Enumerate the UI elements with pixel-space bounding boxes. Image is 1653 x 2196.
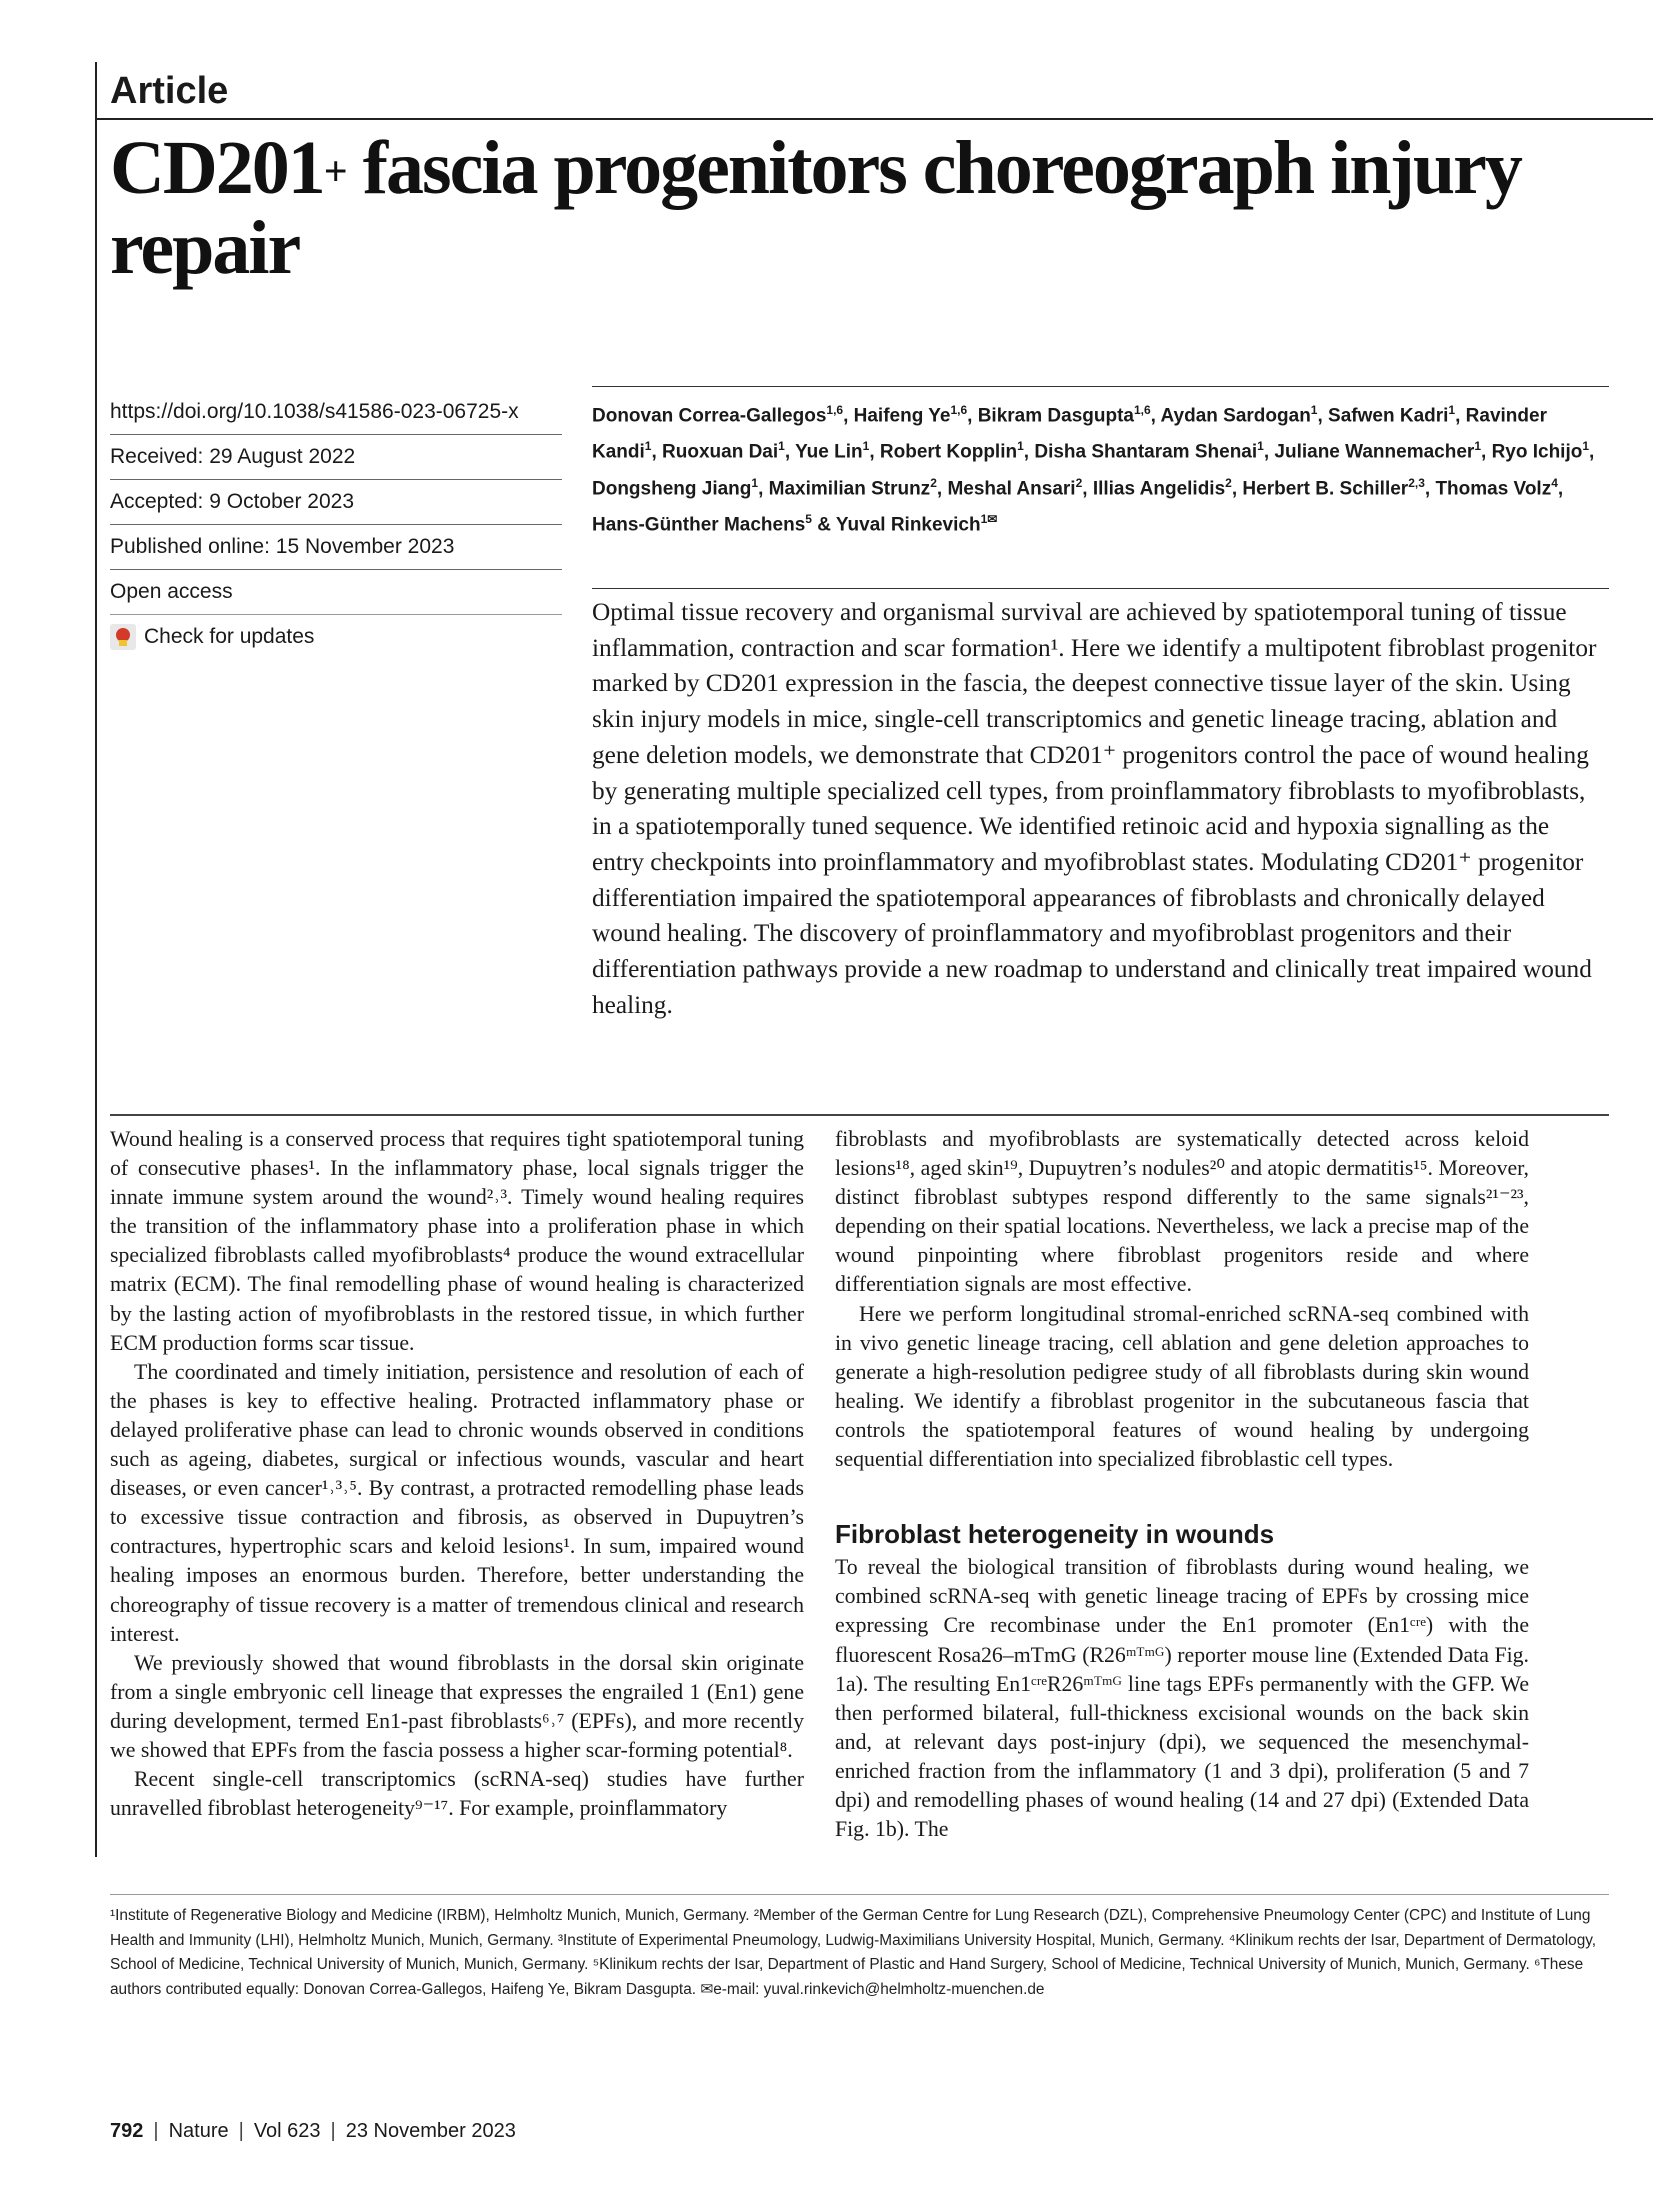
body-paragraph: The coordinated and timely initiation, persistence and resolution of each of the phases is key to effective healing. Protracted inflammatory phase or delayed proliferative phase can lead to chronic wounds observed in conditions such as ageing, diabetes, surgical or infectious wounds, vascular and heart diseases, or even cancer¹˒³˒⁵. By contrast, a protracted remodelling phase leads to excessive tissue contraction and fibrosis, as observed in Dupuytren’s contractures, hypertrophic scars and keloid lesions¹. In sum, impaired wound healing imposes an enormous burden. Therefore, better understanding the choreography of tissue recovery is a matter of tremendous clinical and research interest. [110, 1359, 804, 1646]
author-name: Haifeng Ye [853, 405, 951, 427]
author-list-section [592, 386, 1609, 540]
author-name: Robert Kopplin [879, 441, 1018, 463]
author-affiliation-mark: 2 [1075, 475, 1083, 490]
author-name: Safwen Kadri [1328, 405, 1449, 427]
author-affiliation-mark: 4 [1551, 475, 1558, 490]
author-name: Herbert B. Schiller [1242, 477, 1409, 499]
article-metadata [110, 390, 562, 659]
body-paragraph: Wound healing is a conserved process that requires tight spatiotemporal tuning of consecutive phases¹. In the inflammatory phase, local signals trigger the innate immune system around the wound²˒³. Timely wound healing requires the transition of the inflammatory phase into a proliferation phase in which specialized fibroblasts called myofibroblasts⁴ produce the wound extracellular matrix (ECM). The final remodelling phase of wound healing is characterized by the lasting action of myofibroblasts in the restored tissue, in which further ECM production forms scar tissue. [110, 1127, 804, 1355]
author-list: Donovan Correa-Gallegos$^{1,6}$, Haifeng Ye$^{1,6}$, Bikram Dasgupta$^{1,6}$, Aydan Sardogan$^1$, Safwen Kadri$^1$, Ravinder Kandi$^1$, Ruoxuan Dai$^1$, Yue Lin$^1$, Robert Kopplin$^1$, Disha Shantaram Shenai$^1$, Juliane Wannemacher$^1$, Ryo Ichijo$^1$, Dongsheng Jiang$^1$, Maximilian Strunz$^2$, Meshal Ansari$^2$, Illias Angelidis$^2$, Herbert B. Schiller$^{2,3}$, Thomas Volz$^4$, Hans-Günther Machens$^5$ & Yuval Rinkevich$^{1✉}$ [592, 403, 1595, 536]
author-affiliation-mark: 1,6 [950, 403, 968, 417]
published-date: Published online: 15 November 2023 [110, 525, 562, 570]
author-affiliation-mark: 1 [644, 439, 652, 454]
author-name: Juliane Wannemacher [1274, 441, 1475, 463]
check-for-updates-icon [110, 624, 136, 650]
author-affiliation-mark: 1 [1257, 439, 1264, 454]
journal-name: Nature [168, 2120, 229, 2142]
volume-number: Vol 623 [253, 2120, 321, 2142]
author-affiliation-mark: 1 [1474, 439, 1481, 454]
author-name: Ravinder Kandi [592, 405, 1547, 463]
body-paragraph: To reveal the biological transition of fibroblasts during wound healing, we combined scRNA-seq with genetic lineage tracing of EPFs by crossing mice expressing Cre recombinase under the En1 promoter (En1ᶜʳᵉ) with the fluorescent Rosa26–mTmG (R26ᵐᵀᵐᴳ) reporter mouse line (Extended Data Fig. 1a). The resulting En1ᶜʳᵉR26ᵐᵀᵐᴳ line tags EPFs permanently with the GFP. We then performed bilateral, full-thickness excisional wounds on the back skin and, at relevant days post-injury (dpi), we sequenced the mesenchymal-enriched fraction from the inflammatory (1 and 3 dpi), proliferation (5 and 7 dpi) and remodelling phases of wound healing (14 and 27 dpi) (Extended Data Fig. 1b). The [835, 1555, 1529, 1842]
author-name: Illias Angelidis [1092, 477, 1226, 499]
affiliations-footnotes: ¹Institute of Regenerative Biology and Medicine (IRBM), Helmholtz Munich, Munich, Germany. ²Member of the German Centre for Lung Research (DZL), Comprehensive Pneumology Center (CPC) and Institute of Lung Health and Immunity (LHI), Helmholtz Munich, Munich, Germany. ³Institute of Experimental Pneumology, Ludwig-Maximilians University Hospital, Munich, Germany. ⁴Klinikum rechts der Isar, Department of Dermatology, School of Medicine, Technical University of Munich, Munich, Germany. ⁵Klinikum rechts der Isar, Department of Plastic and Hand Surgery, School of Medicine, Technical University of Munich, Munich, Germany. ⁶These authors contributed equally: Donovan Correa-Gallegos, Haifeng Ye, Bikram Dasgupta. ✉e-mail: yuval.rinkevich@helmholtz-muenchen.de [110, 1907, 1597, 1998]
author-affiliation-mark: 1 [1017, 439, 1024, 454]
author-affiliation-mark: 1 [751, 475, 759, 490]
check-for-updates-link[interactable] [110, 615, 562, 659]
author-name: Bikram Dasgupta [977, 405, 1134, 427]
author-name: Ruoxuan Dai [662, 441, 779, 463]
abstract-text: Optimal tissue recovery and organismal survival are achieved by spatiotemporal tuning of tissue inflammation, contraction and scar formation¹. Here we identify a multipotent fibroblast progenitor marked by CD201 expression in the fascia, the deepest connective tissue layer of the skin. Using skin injury models in mice, single-cell transcriptomics and genetic lineage tracing, ablation and gene deletion models, we demonstrate that CD201⁺ progenitors control the pace of wound healing by generating multiple specialized cell types, from proinflammatory fibroblasts to myofibroblasts, in a spatiotemporally tuned sequence. We identified retinoic acid and hypoxia signalling as the entry checkpoints into proinflammatory and myofibroblast states. Modulating CD201⁺ progenitor differentiation impaired the spatiotemporal appearances of fibroblasts and chronically delayed wound healing. The discovery of proinflammatory and myofibroblast progenitors and their differentiation pathways provide a new roadmap to understand and clinically treat impaired wound healing. [592, 598, 1597, 1019]
author-name: Dongsheng Jiang [592, 477, 752, 499]
article-title: CD201+ fascia progenitors choreograph injury repair [110, 126, 1521, 290]
body-paragraph: We previously showed that wound fibroblasts in the dorsal skin originate from a single embryonic cell lineage that expresses the engrailed 1 (En1) gene during development, termed En1-past fibroblasts⁶˒⁷ (EPFs), and more recently we showed that EPFs from the fascia possess a higher scar-forming potential⁸. [110, 1650, 804, 1762]
body-paragraph: Recent single-cell transcriptomics (scRNA-seq) studies have further unravelled fibroblast heterogeneity⁹⁻¹⁷. For example, proinflammatory [110, 1767, 804, 1821]
accepted-date: Accepted: 9 October 2023 [110, 480, 562, 525]
author-affiliation-mark: 2 [930, 475, 937, 490]
author-name: Donovan Correa-Gallegos [592, 405, 827, 427]
open-access-label: Open access [110, 570, 562, 615]
left-margin-rule [95, 62, 97, 1857]
author-affiliation-mark: 1 [1310, 403, 1318, 417]
author-name: Ryo Ichijo [1491, 441, 1583, 463]
page-footer: 792 | Nature | Vol 623 | 23 November 2023 [110, 2120, 516, 2142]
author-name: Aydan Sardogan [1160, 405, 1311, 427]
author-name: Yuval Rinkevich [835, 514, 981, 536]
author-affiliation-mark: 1,6 [826, 403, 844, 417]
issue-date: 23 November 2023 [345, 2120, 516, 2142]
author-affiliation-mark: 2 [1225, 475, 1232, 490]
author-name: Maximilian Strunz [768, 477, 931, 499]
author-affiliation-mark: 5 [805, 511, 812, 526]
author-affiliation-mark: 1 [778, 439, 785, 454]
body-paragraph: fibroblasts and myofibroblasts are systematically detected across keloid lesions¹⁸, aged skin¹⁹, Dupuytren’s nodules²⁰ and atopic dermatitis¹⁵. Moreover, distinct fibroblast subtypes respond differently to the same signals²¹⁻²³, depending on their spatial locations. Nevertheless, we lack a precise map of the wound pinpointing where fibroblast progenitors reside and where differentiation signals are most effective. [835, 1127, 1529, 1297]
body-column-left [110, 1125, 804, 1823]
article-type-label: Article [110, 70, 229, 112]
page-number: 792 [110, 2120, 144, 2142]
author-name: Hans-Günther Machens [592, 514, 806, 536]
author-affiliation-mark: 1✉ [980, 511, 998, 526]
author-name: Yue Lin [795, 441, 863, 463]
header-rule [97, 118, 1653, 120]
author-name: Meshal Ansari [947, 477, 1076, 499]
body-column-right [835, 1125, 1529, 1844]
author-affiliation-mark: 1 [1582, 439, 1590, 454]
author-affiliation-mark: 2,3 [1408, 475, 1425, 490]
author-name: Thomas Volz [1435, 477, 1552, 499]
body-paragraph: Here we perform longitudinal stromal-enriched scRNA-seq combined with in vivo genetic lineage tracing, cell ablation and gene deletion approaches to generate a high-resolution pedigree study of all fibroblasts during skin wound healing. We identify a fibroblast progenitor in the subcutaneous fascia that controls the spatiotemporal features of wound healing by undergoing sequential differentiation into specialized fibroblastic cell types. [835, 1301, 1529, 1472]
author-affiliation-mark: 1 [862, 439, 870, 454]
section-heading: Fibroblast heterogeneity in wounds [835, 1519, 1275, 1550]
abstract-section [592, 588, 1609, 1023]
check-for-updates-label: Check for updates [144, 625, 315, 648]
received-date: Received: 29 August 2022 [110, 435, 562, 480]
doi-link[interactable]: https://doi.org/10.1038/s41586-023-06725-x [110, 390, 562, 435]
author-affiliation-mark: 1 [1448, 403, 1456, 417]
body-rule [110, 1114, 1609, 1116]
author-affiliation-mark: 1,6 [1133, 403, 1151, 417]
author-name: Disha Shantaram Shenai [1034, 441, 1258, 463]
footnote-rule [110, 1894, 1609, 1895]
